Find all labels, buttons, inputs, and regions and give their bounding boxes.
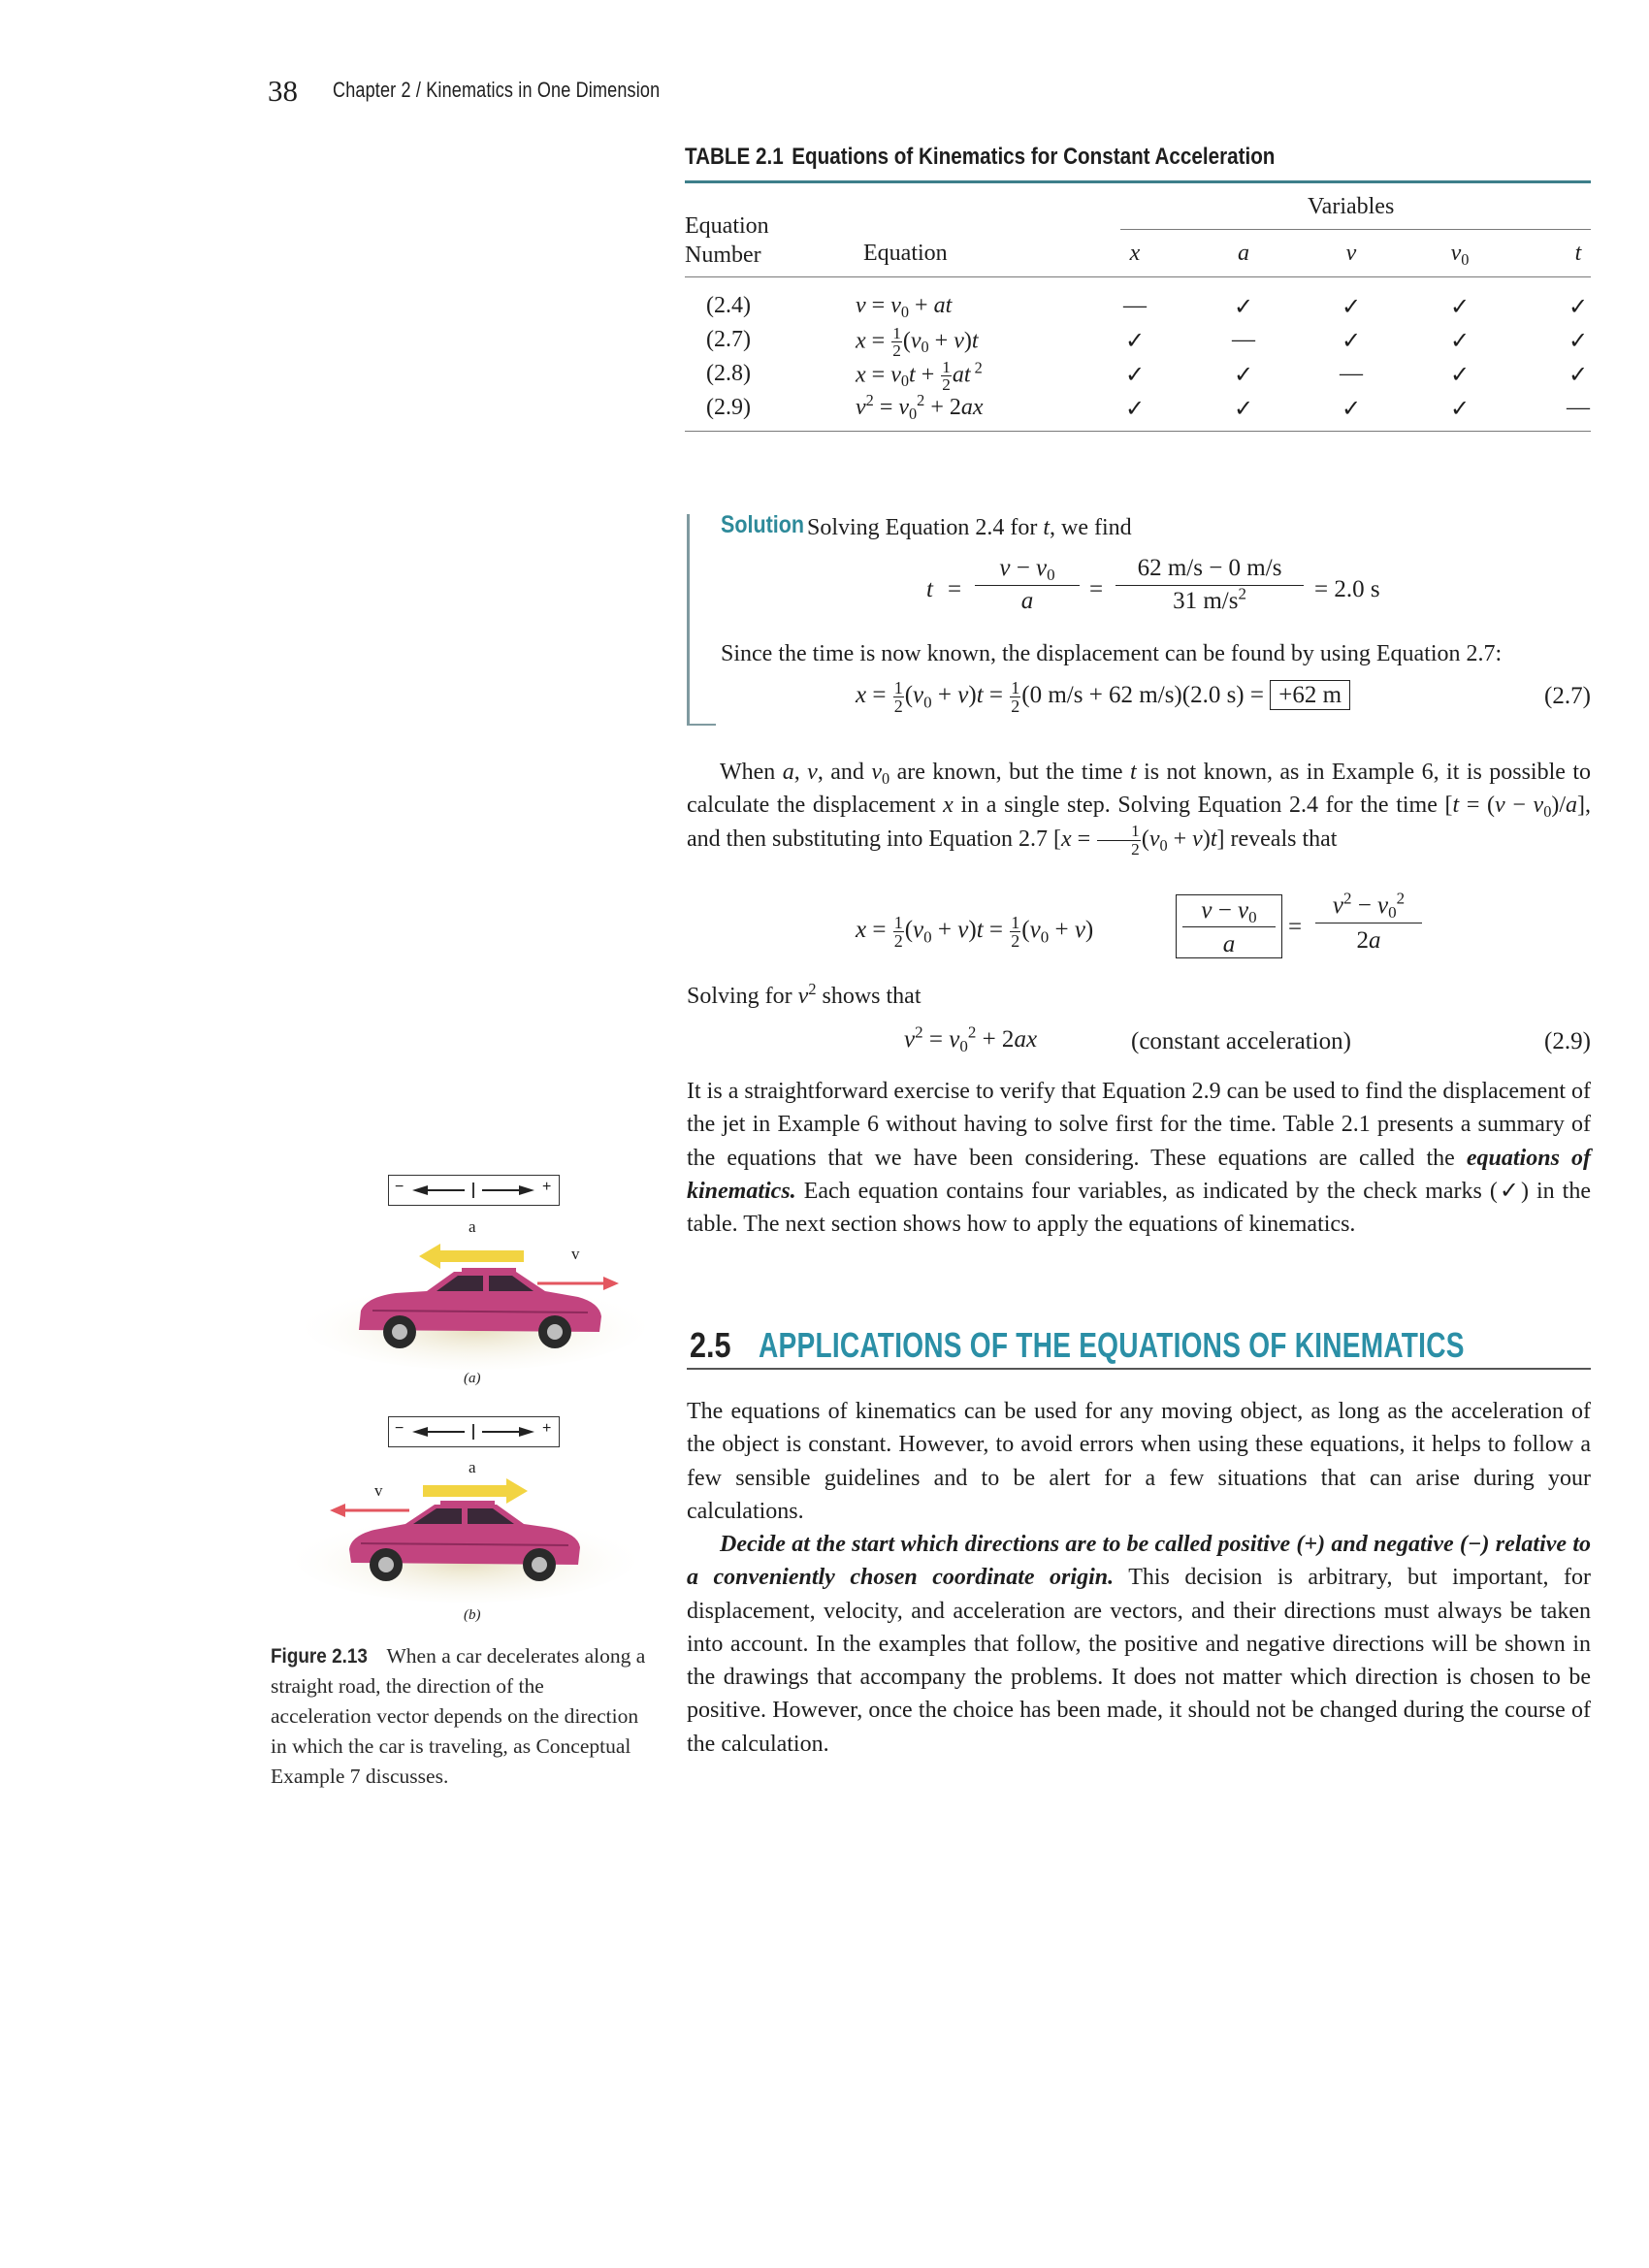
acceleration-arrow-right xyxy=(423,1478,528,1504)
p2-emph: equations of kinematics. xyxy=(687,1145,1592,1204)
car-illustration-a xyxy=(291,1229,650,1375)
axis-minus-b: − xyxy=(395,1420,404,1437)
acceleration-arrow-left xyxy=(419,1244,524,1269)
solution-displacement-text: Since the time is now known, the displacement can be found by using Equation 2.7: xyxy=(721,641,1503,666)
table-title: Equations of Kinematics for Constant Acceleration xyxy=(792,144,1276,170)
table-row-4-number: (2.9) xyxy=(706,395,751,420)
section-paragraph-1: The equations of kinematics can be used for any moving object, as long as the acceleration of the object is constant. However, to avoid errors when using these equations, it helps to follow a few sensible guidelines and to be alert for a few situations that can arise during your calculations. xyxy=(687,1399,1591,1524)
table-top-rule xyxy=(685,180,1591,183)
p2-after: Each equation contains four variables, as indicated by the check marks (✓) in the table. The next section shows how to apply the equations of kinematics. xyxy=(687,1178,1591,1238)
equation-29: $v^2 = v_0^2 + 2ax$ xyxy=(904,1022,1038,1056)
table-col-a: a xyxy=(1238,241,1249,266)
equation-derivation: x = $\frac{1}{2}$ $(v_0 + v)t$ = $\frac{1}{2}$ $(v_0 + v)$ $v - v_0$ a = $v^2 - v_0^2$ 2a xyxy=(856,891,1438,964)
table-row-2-mark-a: — xyxy=(1232,327,1255,352)
table-row-4-mark-v0: ✓ xyxy=(1449,397,1471,422)
table-row-1-mark-v0: ✓ xyxy=(1449,295,1471,320)
table-row-4-mark-a: ✓ xyxy=(1233,397,1254,422)
equation-27-number: (2.7) xyxy=(1544,683,1591,709)
table-row-1-mark-v: ✓ xyxy=(1341,295,1362,320)
equation-t-result: = 2.0 s xyxy=(1314,576,1380,602)
figure-2-13 xyxy=(291,1169,650,1635)
table-row-1-mark-t: ✓ xyxy=(1568,295,1589,320)
table-row-1-number: (2.4) xyxy=(706,293,751,318)
equation-t-solve: t = $v - v_0$ a = 62 m/s − 0 m/s 31 $m/s^2$ = 2.0 s xyxy=(926,555,1380,614)
table-col-number xyxy=(685,211,769,270)
axis-indicator-b xyxy=(388,1416,560,1447)
table-col-v0: $v_0$ xyxy=(1450,241,1470,269)
table-row-3-mark-t: ✓ xyxy=(1568,363,1589,388)
section-p2-rest: This decision is arbitrary, but important, for displacement, velocity, and acceleration are vectors, and their directions must always be taken into account. In the examples that follow, the positive and negative directions will be shown in the drawings that accompany the problems. It does not matter which direction is chosen to be positive. However, once the choice has been made, it should not be changed during the course of the calculation. xyxy=(687,1565,1591,1757)
axis-plus-b: + xyxy=(542,1420,552,1437)
table-row-2-mark-x: ✓ xyxy=(1124,329,1146,354)
axis-indicator-a xyxy=(388,1175,560,1206)
paragraph-single-step: When a, v, and $v_0$ are known, but the time t is not known, as in Example 6, it is possible to calculate the displacement x in a single step. Solving Equation 2.4 for the time $[t = (v - v_0)/a]$, and then substituting into Equation 2.7 [x = $\frac{1}{2}$ $(v_0 + v)t$] reveals that xyxy=(687,760,1592,859)
velocity-label-b: v xyxy=(374,1481,383,1500)
axis-plus-a: + xyxy=(542,1179,552,1195)
table-header-rule xyxy=(685,276,1591,277)
equation-27-tail: (0 m/s + 62 m/s)(2.0 s) = xyxy=(1021,682,1264,709)
figure-caption-text: When a car decelerates along a straight road, the direction of the acceleration vector depends on the direction in which the car is traveling, as Conceptual Example 7 discusses. xyxy=(271,1644,646,1788)
section-number: 2.5 xyxy=(690,1325,731,1365)
page-number: 38 xyxy=(268,74,298,108)
table-row-2-number: (2.7) xyxy=(706,327,751,352)
double-arrow-icon xyxy=(410,1180,536,1201)
axis-minus-a: − xyxy=(395,1179,404,1195)
table-row-3-mark-v: — xyxy=(1340,361,1363,386)
table-col-equation: Equation xyxy=(863,241,948,266)
panel-label-a: (a) xyxy=(464,1371,481,1386)
boxed-answer: +62 m xyxy=(1270,680,1350,710)
double-arrow-icon xyxy=(410,1421,536,1442)
section-paragraph-2 xyxy=(687,1528,1591,1761)
car-illustration-b xyxy=(291,1468,650,1613)
accel-label-a: a xyxy=(469,1217,476,1236)
section-p2-emph: Decide at the start which directions are to be called positive (+) and negative (−) relative to a conveniently chosen coordinate origin. xyxy=(687,1532,1591,1591)
boxed-time-fraction: $v - v_0$ a xyxy=(1176,894,1282,958)
table-row-2-mark-v0: ✓ xyxy=(1449,329,1471,354)
table-row-3-equation: $x = v_0t$ + $\frac{1}{2}$ at $^2$ xyxy=(856,358,983,395)
table-row-3-mark-v0: ✓ xyxy=(1449,363,1471,388)
solution-bracket xyxy=(687,514,690,726)
numeric-numerator: 62 m/s − 0 m/s xyxy=(1116,555,1304,586)
equation-29-condition: (constant acceleration) xyxy=(1131,1028,1351,1054)
velocity-arrow-left xyxy=(330,1504,409,1517)
chapter-header: Chapter 2 / Kinematics in One Dimension xyxy=(333,78,661,102)
velocity-label-a: v xyxy=(571,1245,580,1263)
table-row-4-mark-x: ✓ xyxy=(1124,397,1146,422)
equation-29-number: (2.9) xyxy=(1544,1028,1591,1054)
table-row-3-number: (2.8) xyxy=(706,361,751,386)
panel-label-b: (b) xyxy=(464,1607,481,1623)
solution-intro: Solving Equation 2.4 for t, we find xyxy=(807,515,1132,540)
table-row-4-mark-t: — xyxy=(1567,395,1590,420)
table-col-t: t xyxy=(1574,241,1582,266)
numeric-denominator: 31 m/s xyxy=(1173,588,1239,614)
table-col-x: x xyxy=(1129,241,1141,266)
table-bottom-rule xyxy=(685,431,1591,432)
table-row-2-mark-t: ✓ xyxy=(1568,329,1589,354)
table-row-4-mark-v: ✓ xyxy=(1341,397,1362,422)
table-col-number-line2: Number xyxy=(685,243,761,268)
table-caption xyxy=(685,144,1275,171)
figure-label: Figure 2.13 xyxy=(271,1644,368,1668)
table-col-number-line1: Equation xyxy=(685,213,769,239)
table-row-4-equation: $v^2 = v_0^2 + 2ax$ xyxy=(856,391,984,423)
section-rule xyxy=(687,1368,1591,1370)
table-row-3-mark-a: ✓ xyxy=(1233,363,1254,388)
table-row-2-mark-v: ✓ xyxy=(1341,329,1362,354)
figure-caption xyxy=(271,1641,649,1792)
table-row-1-mark-x: — xyxy=(1123,293,1147,318)
solution-bracket-foot xyxy=(687,724,716,726)
table-row-3-mark-x: ✓ xyxy=(1124,363,1146,388)
equation-27-solution: x = $\frac{1}{2}$ $(v_0 + v)t$ = $\frac{1}{2}$ (0 m/s + 62 m/s)(2.0 s) = +62 m xyxy=(856,679,1350,715)
p2-before: It is a straightforward exercise to verify that Equation 2.9 can be used to find the displacement of the jet in Example 6 without having to solve first for the time. Table 2.1 presents a summary of the equations that we have been considering. These equations are called the xyxy=(687,1079,1591,1171)
table-col-v: v xyxy=(1345,241,1357,266)
section-title: APPLICATIONS OF THE EQUATIONS OF KINEMATICS xyxy=(759,1325,1465,1365)
paragraph-equations-of-kinematics xyxy=(687,1075,1591,1241)
solution-label: Solution xyxy=(721,511,804,538)
table-variables-header: Variables xyxy=(1308,194,1395,219)
solving-for-v2: Solving for $v^2$ shows that xyxy=(687,980,922,1009)
table-label: TABLE 2.1 xyxy=(685,144,784,170)
table-row-2-equation: x = $\frac{1}{2}$ $(v_0 + v)t$ xyxy=(856,324,979,361)
table-row-1-mark-a: ✓ xyxy=(1233,295,1254,320)
table-variables-rule xyxy=(1120,229,1591,230)
table-row-1-equation: $v = v_0$ + at xyxy=(856,293,953,321)
accel-label-b: a xyxy=(469,1458,476,1476)
